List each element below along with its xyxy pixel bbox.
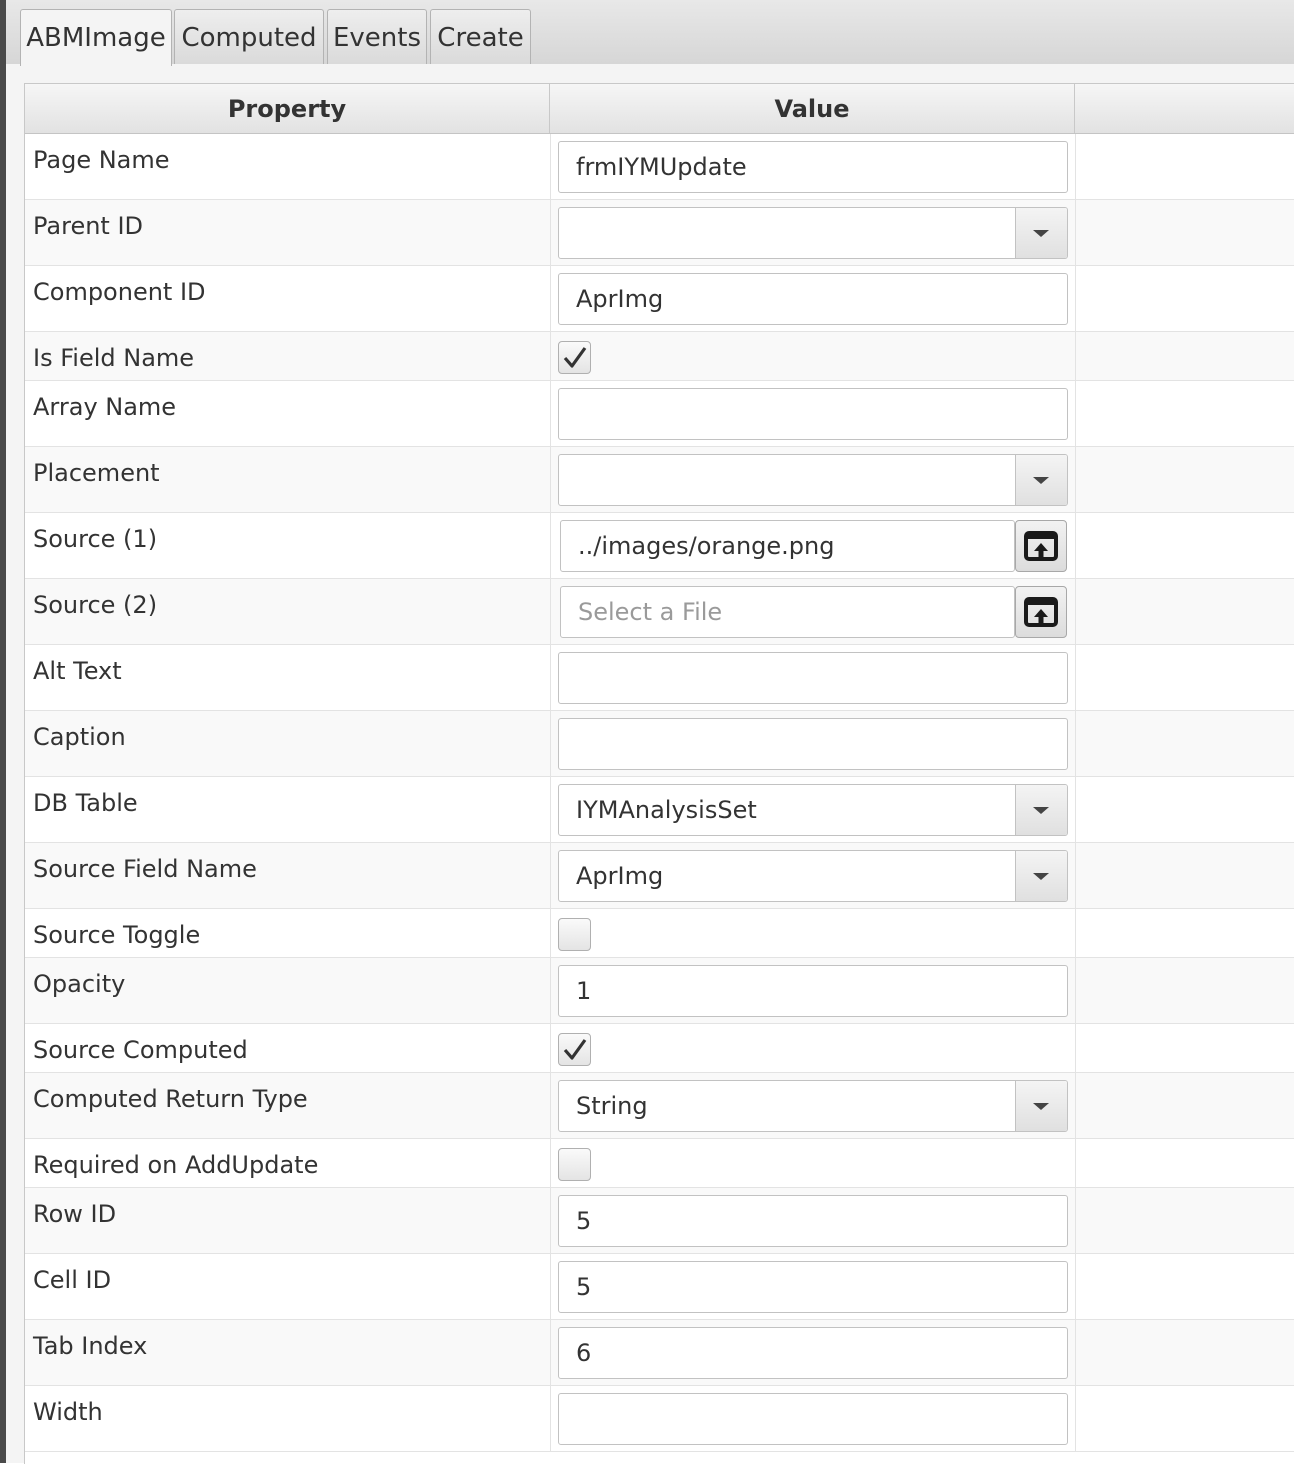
property-label: Tab Index xyxy=(33,1332,148,1360)
tab-bar xyxy=(6,0,1294,65)
grid-header xyxy=(25,84,1294,134)
row-id-input[interactable] xyxy=(558,1195,1068,1247)
row-opacity xyxy=(25,958,1294,1024)
row-caption xyxy=(25,711,1294,777)
alt-text-input[interactable] xyxy=(558,652,1068,704)
property-grid xyxy=(24,83,1294,1464)
header-value[interactable]: Value xyxy=(550,84,1075,133)
column-divider xyxy=(1075,200,1076,265)
field-placeholder: Select a File xyxy=(578,598,723,626)
db-table-select[interactable] xyxy=(558,784,1068,836)
chevron-down-icon[interactable] xyxy=(1015,1081,1067,1131)
row-array-name xyxy=(25,381,1294,447)
column-divider xyxy=(550,1188,551,1253)
row-tab-index xyxy=(25,1320,1294,1386)
opacity-input[interactable] xyxy=(558,965,1068,1017)
property-label: Row ID xyxy=(33,1200,117,1228)
row-placement xyxy=(25,447,1294,513)
caption-input[interactable] xyxy=(558,718,1068,770)
property-label: DB Table xyxy=(33,789,138,817)
computed-return-type-select[interactable] xyxy=(558,1080,1068,1132)
column-divider xyxy=(1075,1188,1076,1253)
source-1-file-input[interactable] xyxy=(560,520,1015,572)
column-divider xyxy=(550,332,551,380)
chevron-down-icon[interactable] xyxy=(1015,455,1067,505)
row-source-toggle xyxy=(25,909,1294,958)
column-divider xyxy=(550,447,551,512)
source-toggle-checkbox[interactable] xyxy=(558,918,591,951)
field-value: AprImg xyxy=(576,862,664,890)
property-label: Source (2) xyxy=(33,591,158,619)
column-divider xyxy=(1075,1073,1076,1138)
header-property[interactable]: Property xyxy=(25,84,550,133)
property-label: Component ID xyxy=(33,278,206,306)
property-label: Alt Text xyxy=(33,657,122,685)
source-field-name-select[interactable] xyxy=(558,850,1068,902)
row-source-computed xyxy=(25,1024,1294,1073)
column-divider xyxy=(550,200,551,265)
row-component-id xyxy=(25,266,1294,332)
column-divider xyxy=(1075,909,1076,957)
property-label: Caption xyxy=(33,723,126,751)
source-2-file-input[interactable] xyxy=(560,586,1015,638)
property-label: Cell ID xyxy=(33,1266,112,1294)
field-value: String xyxy=(576,1092,648,1120)
column-divider xyxy=(550,266,551,331)
row-source-2 xyxy=(25,579,1294,645)
row-required-on-addupdate xyxy=(25,1139,1294,1188)
cell-id-input[interactable] xyxy=(558,1261,1068,1313)
column-divider xyxy=(550,1386,551,1451)
field-value: 5 xyxy=(576,1207,592,1235)
column-divider xyxy=(1075,447,1076,512)
column-divider xyxy=(1075,1024,1076,1072)
column-divider xyxy=(1075,1254,1076,1319)
property-label: Array Name xyxy=(33,393,177,421)
column-divider xyxy=(550,909,551,957)
column-divider xyxy=(1075,134,1076,199)
column-divider xyxy=(1075,1139,1076,1187)
column-divider xyxy=(1075,777,1076,842)
width-input[interactable] xyxy=(558,1393,1068,1445)
property-label: Opacity xyxy=(33,970,126,998)
column-divider xyxy=(1075,1320,1076,1385)
row-computed-return-type xyxy=(25,1073,1294,1139)
tab-abmimage[interactable]: ABMImage xyxy=(20,9,172,66)
property-label: Is Field Name xyxy=(33,344,195,372)
property-label: Source Computed xyxy=(33,1036,248,1064)
field-value: IYMAnalysisSet xyxy=(576,796,757,824)
field-value: 5 xyxy=(576,1273,592,1301)
column-divider xyxy=(1075,579,1076,644)
property-label: Parent ID xyxy=(33,212,144,240)
column-divider xyxy=(550,1139,551,1187)
property-label: Computed Return Type xyxy=(33,1085,308,1113)
property-label: Source Toggle xyxy=(33,921,201,949)
column-divider xyxy=(550,777,551,842)
parent-id-select[interactable] xyxy=(558,207,1068,259)
column-divider xyxy=(550,645,551,710)
column-divider xyxy=(1075,266,1076,331)
open-file-button[interactable] xyxy=(1015,586,1067,638)
tab-events[interactable]: Events xyxy=(327,9,427,64)
property-label: Required on AddUpdate xyxy=(33,1151,319,1179)
chevron-down-icon[interactable] xyxy=(1015,785,1067,835)
open-file-button[interactable] xyxy=(1015,520,1067,572)
header-filler xyxy=(1075,84,1294,133)
field-value: 6 xyxy=(576,1339,592,1367)
column-divider xyxy=(1075,711,1076,776)
row-width xyxy=(25,1386,1294,1452)
column-divider xyxy=(550,579,551,644)
property-label: Width xyxy=(33,1398,103,1426)
column-divider xyxy=(550,381,551,446)
property-label: Source Field Name xyxy=(33,855,257,883)
upload-icon xyxy=(1022,593,1060,631)
column-divider xyxy=(550,1254,551,1319)
field-value: ../images/orange.png xyxy=(578,532,835,560)
column-divider xyxy=(1075,332,1076,380)
column-divider xyxy=(1075,645,1076,710)
chevron-down-icon[interactable] xyxy=(1015,208,1067,258)
column-divider xyxy=(1075,1386,1076,1451)
tab-computed[interactable]: Computed xyxy=(174,9,324,64)
property-label: Source (1) xyxy=(33,525,158,553)
row-source-field-name xyxy=(25,843,1294,909)
tab-create[interactable]: Create xyxy=(430,9,531,64)
source-computed-checkbox[interactable] xyxy=(558,1033,591,1066)
field-value: AprImg xyxy=(576,285,664,313)
row-row-id xyxy=(25,1188,1294,1254)
column-divider xyxy=(550,843,551,908)
required-on-addupdate-checkbox[interactable] xyxy=(558,1148,591,1181)
column-divider xyxy=(1075,843,1076,908)
column-divider xyxy=(550,1073,551,1138)
column-divider xyxy=(1075,381,1076,446)
upload-icon xyxy=(1022,527,1060,565)
field-value: frmIYMUpdate xyxy=(576,153,747,181)
checkmark-icon xyxy=(562,345,588,371)
property-label: Page Name xyxy=(33,146,170,174)
component-id-input[interactable] xyxy=(558,273,1068,325)
tab-index-input[interactable] xyxy=(558,1327,1068,1379)
page-name-input[interactable] xyxy=(558,141,1068,193)
array-name-input[interactable] xyxy=(558,388,1068,440)
row-cell-id xyxy=(25,1254,1294,1320)
field-value: 1 xyxy=(576,977,592,1005)
column-divider xyxy=(550,711,551,776)
column-divider xyxy=(550,958,551,1023)
row-is-field-name xyxy=(25,332,1294,381)
column-divider xyxy=(1075,513,1076,578)
column-divider xyxy=(550,513,551,578)
placement-select[interactable] xyxy=(558,454,1068,506)
row-parent-id xyxy=(25,200,1294,266)
chevron-down-icon[interactable] xyxy=(1015,851,1067,901)
is-field-name-checkbox[interactable] xyxy=(558,341,591,374)
row-page-name xyxy=(25,134,1294,200)
checkmark-icon xyxy=(562,1037,588,1063)
row-db-table xyxy=(25,777,1294,843)
row-source-1 xyxy=(25,513,1294,579)
row-alt-text xyxy=(25,645,1294,711)
column-divider xyxy=(550,1024,551,1072)
column-divider xyxy=(550,134,551,199)
property-label: Placement xyxy=(33,459,160,487)
column-divider xyxy=(550,1320,551,1385)
column-divider xyxy=(1075,958,1076,1023)
